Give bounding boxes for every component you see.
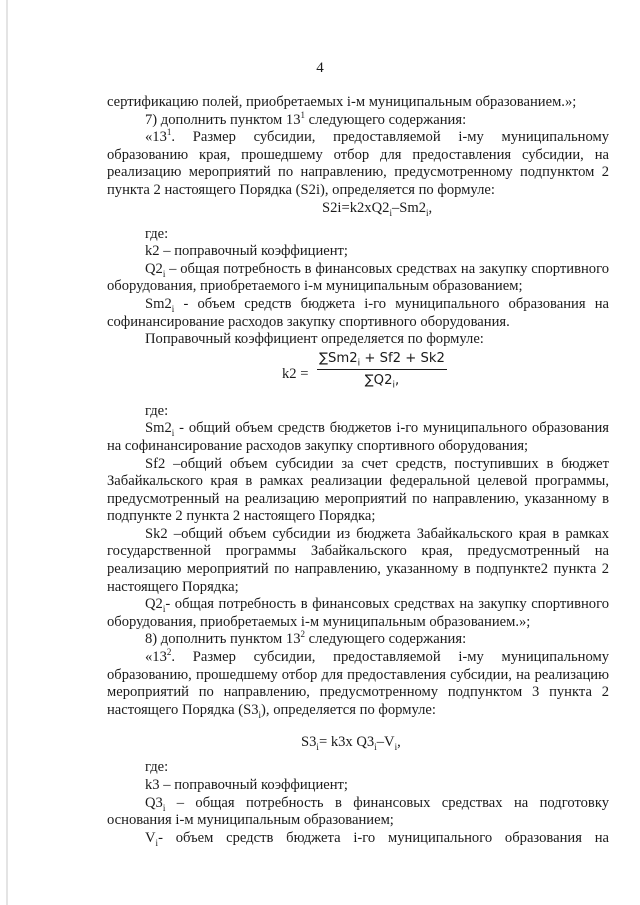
formula-k2-denominator: $\sum Q2_i$, — [364, 372, 400, 391]
formula-k2 — [107, 349, 609, 403]
paragraph-13-1: «$13^1$. Размер субсидии, предоставляемой i-му муниципальному образованию края, прошедшему отбор для предоставления субсидии, на реализацию мероприятий по направлению, предусмотренному подпунктом 2 пункта 2 настоящего Порядка (S2i), определяется по формуле: — [107, 127, 609, 198]
def-q3: $Q3_i$ – общая потребность в финансовых средствах на подготовку основания i-м муниципальным образованием; — [107, 794, 609, 829]
formula-s3i: $S3_i= k3x$ $Q3_i-V_i$, — [301, 734, 401, 753]
def-sf2: Sf2 –общий объем субсидии за счет средств, поступивших в бюджет Забайкальского края в рамках реализации федеральной целевой программы, предусмотренный на реализацию мероприятий по направлению, указанному в подпункте 2 пункта 2 настоящего Порядка; — [107, 455, 609, 525]
scan-edge — [6, 0, 8, 905]
paragraph-13-2: «$13^2$. Размер субсидии, предоставляемой i-му муниципальному образованию, прошедшему отбор для предоставления субсидии, на реализацию мероприятий по направлению, предусмотренному подпунктом 3 пункта 2 настоящего Порядка $(S3_i)$, определяется по формуле: — [107, 647, 609, 720]
def-q2: $Q2_i$ – общая потребность в финансовых средствах на закупку спортивного оборудования, приобретаемого i-м муниципальным образованием; — [107, 260, 609, 295]
where-label-2: где: — [145, 402, 169, 419]
fraction-bar — [317, 369, 447, 370]
coef-intro: Поправочный коэффициент определяется по формуле: — [145, 331, 484, 348]
paragraph-line1: сертификацию полей, приобретаемых i-м муниципальным образованием.»; — [107, 94, 577, 110]
def-v: $V_i-$ объем средств бюджета i-го муниципального образования на — [145, 829, 609, 848]
def-k2: k2 – поправочный коэффициент; — [145, 243, 348, 260]
where-label-3: где: — [145, 759, 169, 776]
def-sm2: $Sm2_i$ - объем средств бюджета i-го муниципального образования на софинансирование расходов закупку спортивного оборудования. — [107, 295, 609, 330]
formula-k2-fraction — [317, 349, 447, 390]
formula-k2-label: k2 = — [282, 365, 309, 382]
formula-s2i: $S2i=k2xQ2_i-Sm2_i$, — [322, 199, 433, 218]
formula-k2-numerator: $\sum Sm2_i + Sf2 + Sk2$ — [319, 350, 445, 369]
paragraph-item7: 7) дополнить пунктом $13^1$ следующего содержания: — [145, 109, 467, 128]
def-sk2: Sk2 –общий объем субсидии из бюджета Забайкальского края в рамках государственной программы Забайкальского края, предусмотренный на реализацию мероприятий по направлению, указанному в подпункте2 пункта 2 настоящего Порядка; — [107, 525, 609, 595]
def-sm2-total: $Sm2_i$ - общий объем средств бюджетов i-го муниципального образования на софинансирование расходов закупку спортивного оборудования; — [107, 420, 609, 454]
where-label-1: где: — [145, 225, 169, 242]
page-number: 4 — [316, 60, 324, 76]
document-body — [107, 94, 609, 847]
def-q2-total: $Q2_i-$ общая потребность в финансовых средствах на закупку спортивного оборудования, приобретаемых i-м муниципальным образованием.»; — [107, 596, 609, 630]
paragraph-item8: 8) дополнить пунктом $13^2$ следующего содержания: — [145, 629, 467, 648]
def-k3: k3 – поправочный коэффициент; — [145, 777, 348, 793]
